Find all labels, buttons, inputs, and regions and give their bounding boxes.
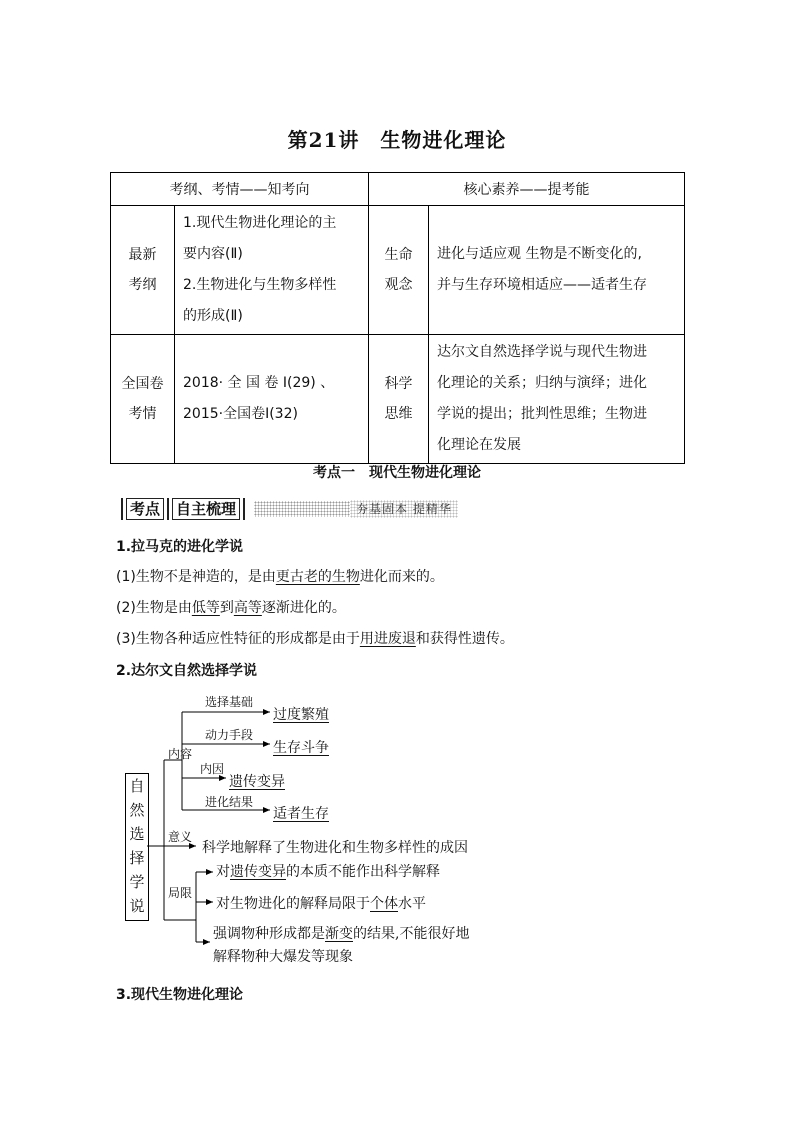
branch-label-content: 内容	[168, 747, 193, 761]
banner-tag: 夯基固本 提精华	[350, 500, 458, 518]
header-left: 考纲、考情——知考向	[111, 173, 369, 206]
section1-item-2: (2)生物是由低等到高等逐渐进化的。	[116, 600, 346, 616]
content-label-2: 动力手段	[205, 728, 254, 742]
row1-category: 最新 考纲	[111, 206, 175, 335]
row2-content: 2018· 全 国 卷 Ⅰ(29) 、 2015·全国卷Ⅰ(32)	[175, 335, 369, 464]
content-label-1: 选择基础	[205, 695, 254, 709]
content-value-3: 遗传变异	[229, 774, 285, 790]
limit-item-2: 对生物进化的解释局限于个体水平	[216, 896, 426, 912]
section1-item-1: (1)生物不是神造的，是由更古老的生物进化而来的。	[116, 569, 444, 585]
content-label-3: 内因	[200, 762, 225, 776]
content-value-4: 适者生存	[273, 806, 329, 822]
limit-item-3-cont: 解释物种大爆发等现象	[213, 949, 353, 965]
section-banner	[118, 497, 458, 521]
banner-label-kaodian: 考点	[126, 498, 164, 520]
content-value-1: 过度繁殖	[273, 707, 329, 723]
mindmap-root: 自 然 选 择 学 说	[125, 773, 149, 921]
row1-literacy-desc: 进化与适应观 生物是不断变化的, 并与生存环境相适应——适者生存	[429, 206, 685, 335]
header-right: 核心素养——提考能	[369, 173, 685, 206]
row2-literacy: 科学 思维	[369, 335, 429, 464]
section1-item-3: (3)生物各种适应性特征的形成都是由于用进废退和获得性遗传。	[116, 631, 514, 647]
banner-dots-decoration	[254, 501, 350, 517]
banner-label-review: 自主梳理	[172, 498, 240, 520]
limit-item-1: 对遗传变异的本质不能作出科学解释	[216, 864, 440, 880]
row1-content: 1.现代生物进化理论的主 要内容(Ⅱ) 2.生物进化与生物多样性 的形成(Ⅱ)	[175, 206, 369, 335]
section1-heading: 1.拉马克的进化学说	[116, 539, 244, 555]
row2-category: 全国卷 考情	[111, 335, 175, 464]
content-label-4: 进化结果	[205, 795, 254, 809]
row1-literacy: 生命 观念	[369, 206, 429, 335]
kaodian-title: 考点一 现代生物进化理论	[313, 465, 481, 481]
branch-label-meaning: 意义	[168, 830, 193, 844]
meaning-text: 科学地解释了生物进化和生物多样性的成因	[202, 840, 468, 856]
page-title: 第21讲 生物进化理论	[287, 128, 507, 152]
branch-label-limit: 局限	[168, 886, 193, 900]
section3-heading: 3.现代生物进化理论	[116, 987, 244, 1003]
row2-literacy-desc: 达尔文自然选择学说与现代生物进 化理论的关系；归纳与演绎；进化 学说的提出；批判性思维；生物进 化理论在发展	[429, 335, 685, 464]
content-value-2: 生存斗争	[273, 740, 329, 756]
section2-heading: 2.达尔文自然选择学说	[116, 663, 258, 679]
objectives-table	[110, 172, 685, 464]
limit-item-3: 强调物种形成都是渐变的结果,不能很好地	[213, 926, 470, 942]
